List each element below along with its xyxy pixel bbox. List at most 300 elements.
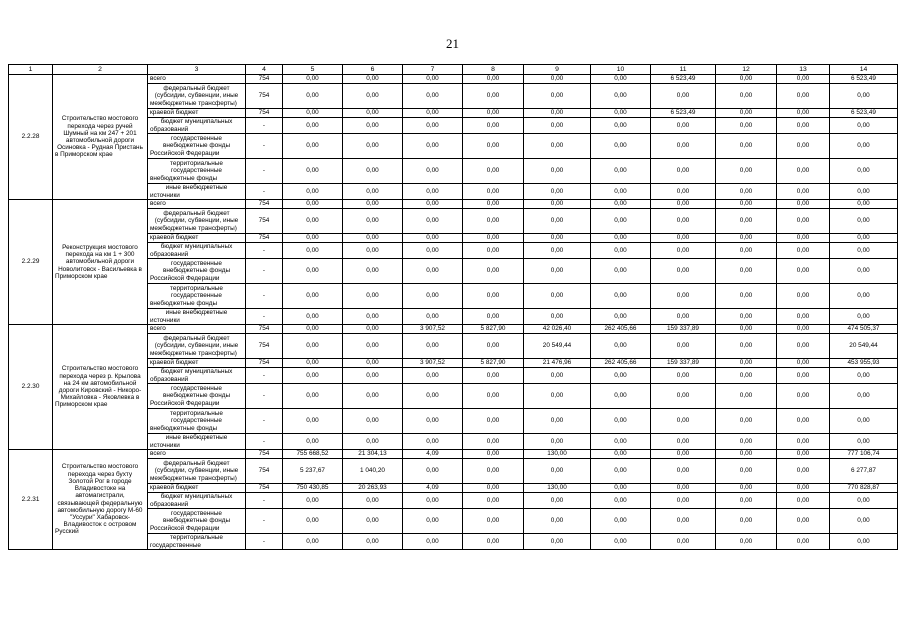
- value-cell: 0,00: [591, 484, 651, 493]
- value-cell: 0,00: [716, 309, 777, 325]
- value-cell: 3 907,52: [403, 325, 463, 334]
- value-cell: 0,00: [716, 209, 777, 234]
- value-cell: 0,00: [463, 309, 524, 325]
- value-cell: 159 337,89: [651, 325, 716, 334]
- value-cell: 0,00: [403, 184, 463, 200]
- grbs-code: -: [246, 134, 283, 159]
- value-cell: 0,00: [403, 409, 463, 434]
- value-cell: 0,00: [651, 509, 716, 534]
- value-cell: 0,00: [777, 259, 830, 284]
- value-cell: 0,00: [777, 493, 830, 509]
- funding-source: краевой бюджет: [148, 484, 246, 493]
- value-cell: 20 263,93: [343, 484, 403, 493]
- grbs-code: -: [246, 309, 283, 325]
- column-number: 3: [148, 65, 246, 75]
- value-cell: 0,00: [343, 409, 403, 434]
- total-value-cell: 20 549,44: [830, 334, 898, 359]
- total-value-cell: 0,00: [830, 368, 898, 384]
- value-cell: 0,00: [463, 259, 524, 284]
- grbs-code: 754: [246, 334, 283, 359]
- grbs-code: 754: [246, 75, 283, 84]
- value-cell: 262 405,66: [591, 325, 651, 334]
- value-cell: 130,00: [524, 450, 591, 459]
- value-cell: 0,00: [463, 484, 524, 493]
- value-cell: 0,00: [343, 134, 403, 159]
- column-number: 7: [403, 65, 463, 75]
- value-cell: 0,00: [283, 434, 343, 450]
- grbs-code: -: [246, 493, 283, 509]
- value-cell: 0,00: [591, 259, 651, 284]
- value-cell: 0,00: [651, 368, 716, 384]
- value-cell: 0,00: [777, 325, 830, 334]
- value-cell: 0,00: [651, 534, 716, 550]
- funding-source: бюджет муниципальных образований: [148, 368, 246, 384]
- value-cell: 0,00: [777, 209, 830, 234]
- value-cell: 0,00: [403, 75, 463, 84]
- value-cell: 0,00: [343, 334, 403, 359]
- value-cell: 0,00: [777, 459, 830, 484]
- value-cell: 0,00: [463, 284, 524, 309]
- value-cell: 0,00: [343, 184, 403, 200]
- total-value-cell: 0,00: [830, 234, 898, 243]
- value-cell: 0,00: [524, 534, 591, 550]
- funding-source: федеральный бюджет (субсидии, субвенции, иные межбюджетные трансферты): [148, 209, 246, 234]
- column-number: 12: [716, 65, 777, 75]
- value-cell: 0,00: [651, 234, 716, 243]
- table-row: [9, 325, 898, 334]
- value-cell: 0,00: [463, 534, 524, 550]
- funding-source: федеральный бюджет (субсидии, субвенции, иные межбюджетные трансферты): [148, 334, 246, 359]
- value-cell: 0,00: [777, 334, 830, 359]
- total-value-cell: 0,00: [830, 134, 898, 159]
- value-cell: 1 040,20: [343, 459, 403, 484]
- item-code: 2.2.31: [9, 450, 53, 550]
- total-value-cell: 474 505,37: [830, 325, 898, 334]
- value-cell: 0,00: [283, 368, 343, 384]
- value-cell: 0,00: [283, 334, 343, 359]
- funding-source: бюджет муниципальных образований: [148, 118, 246, 134]
- item-code: 2.2.28: [9, 75, 53, 200]
- value-cell: 0,00: [343, 234, 403, 243]
- value-cell: 0,00: [591, 450, 651, 459]
- value-cell: 0,00: [777, 284, 830, 309]
- value-cell: 0,00: [463, 334, 524, 359]
- value-cell: 0,00: [403, 509, 463, 534]
- column-number: 4: [246, 65, 283, 75]
- table-row: [9, 200, 898, 209]
- value-cell: 0,00: [777, 534, 830, 550]
- value-cell: 0,00: [343, 84, 403, 109]
- value-cell: 0,00: [524, 493, 591, 509]
- grbs-code: 754: [246, 450, 283, 459]
- funding-source: всего: [148, 325, 246, 334]
- value-cell: 0,00: [591, 368, 651, 384]
- grbs-code: 754: [246, 234, 283, 243]
- value-cell: 20 549,44: [524, 334, 591, 359]
- value-cell: 0,00: [716, 118, 777, 134]
- value-cell: 0,00: [777, 75, 830, 84]
- value-cell: 0,00: [591, 234, 651, 243]
- value-cell: 0,00: [716, 450, 777, 459]
- value-cell: 0,00: [777, 309, 830, 325]
- grbs-code: -: [246, 534, 283, 550]
- column-number: 1: [9, 65, 53, 75]
- total-value-cell: 0,00: [830, 259, 898, 284]
- grbs-code: -: [246, 118, 283, 134]
- value-cell: 0,00: [403, 243, 463, 259]
- value-cell: 0,00: [651, 434, 716, 450]
- value-cell: 0,00: [463, 234, 524, 243]
- value-cell: 0,00: [524, 184, 591, 200]
- value-cell: 0,00: [343, 159, 403, 184]
- value-cell: 0,00: [716, 184, 777, 200]
- value-cell: 0,00: [283, 259, 343, 284]
- value-cell: 0,00: [651, 450, 716, 459]
- value-cell: 0,00: [651, 459, 716, 484]
- value-cell: 0,00: [403, 284, 463, 309]
- grbs-code: 754: [246, 209, 283, 234]
- value-cell: 0,00: [524, 384, 591, 409]
- value-cell: 0,00: [343, 434, 403, 450]
- total-value-cell: 6 523,49: [830, 109, 898, 118]
- grbs-code: 754: [246, 84, 283, 109]
- column-number: 13: [777, 65, 830, 75]
- value-cell: 0,00: [777, 450, 830, 459]
- total-value-cell: 0,00: [830, 209, 898, 234]
- funding-source: всего: [148, 75, 246, 84]
- value-cell: 0,00: [524, 259, 591, 284]
- funding-source: территориальные государственные внебюджетные фонды: [148, 284, 246, 309]
- value-cell: 0,00: [403, 109, 463, 118]
- total-value-cell: 0,00: [830, 509, 898, 534]
- value-cell: 0,00: [591, 184, 651, 200]
- value-cell: 0,00: [777, 109, 830, 118]
- value-cell: 0,00: [524, 134, 591, 159]
- value-cell: 0,00: [524, 109, 591, 118]
- value-cell: 0,00: [524, 209, 591, 234]
- value-cell: 0,00: [524, 234, 591, 243]
- value-cell: 0,00: [283, 234, 343, 243]
- value-cell: 0,00: [524, 84, 591, 109]
- value-cell: 0,00: [283, 134, 343, 159]
- item-title: Строительство мостового перехода через р. Крылова на 24 км автомобильной дороги Кировский - Никоро-Михайловка - Яковлевка в Приморском крае: [53, 325, 148, 450]
- value-cell: 0,00: [777, 84, 830, 109]
- value-cell: 0,00: [716, 75, 777, 84]
- value-cell: 0,00: [463, 384, 524, 409]
- value-cell: 5 827,90: [463, 325, 524, 334]
- value-cell: 0,00: [524, 75, 591, 84]
- value-cell: 159 337,89: [651, 359, 716, 368]
- total-value-cell: 0,00: [830, 243, 898, 259]
- value-cell: 0,00: [463, 409, 524, 434]
- value-cell: 0,00: [591, 284, 651, 309]
- value-cell: 0,00: [463, 450, 524, 459]
- value-cell: 755 668,52: [283, 450, 343, 459]
- value-cell: 0,00: [463, 134, 524, 159]
- value-cell: 0,00: [524, 200, 591, 209]
- value-cell: 0,00: [524, 434, 591, 450]
- column-number: 10: [591, 65, 651, 75]
- value-cell: 0,00: [403, 200, 463, 209]
- total-value-cell: 453 955,93: [830, 359, 898, 368]
- value-cell: 0,00: [716, 368, 777, 384]
- value-cell: 0,00: [403, 493, 463, 509]
- value-cell: 0,00: [283, 284, 343, 309]
- value-cell: 0,00: [403, 459, 463, 484]
- value-cell: 0,00: [716, 459, 777, 484]
- item-code: 2.2.30: [9, 325, 53, 450]
- value-cell: 0,00: [343, 384, 403, 409]
- column-number: 2: [53, 65, 148, 75]
- value-cell: 0,00: [463, 118, 524, 134]
- value-cell: 0,00: [403, 234, 463, 243]
- funding-source: иные внебюджетные источники: [148, 309, 246, 325]
- value-cell: 6 523,49: [651, 75, 716, 84]
- value-cell: 0,00: [651, 200, 716, 209]
- total-value-cell: 0,00: [830, 384, 898, 409]
- funding-source: бюджет муниципальных образований: [148, 243, 246, 259]
- value-cell: 0,00: [716, 359, 777, 368]
- value-cell: 0,00: [591, 334, 651, 359]
- total-value-cell: 0,00: [830, 284, 898, 309]
- value-cell: 0,00: [777, 118, 830, 134]
- grbs-code: -: [246, 384, 283, 409]
- value-cell: 0,00: [716, 259, 777, 284]
- value-cell: 0,00: [403, 368, 463, 384]
- value-cell: 0,00: [716, 159, 777, 184]
- value-cell: 5 827,90: [463, 359, 524, 368]
- grbs-code: -: [246, 159, 283, 184]
- total-value-cell: 770 828,87: [830, 484, 898, 493]
- value-cell: 0,00: [403, 209, 463, 234]
- grbs-code: 754: [246, 109, 283, 118]
- funding-source: государственные внебюджетные фонды Российской Федерации: [148, 259, 246, 284]
- value-cell: 0,00: [283, 159, 343, 184]
- value-cell: 0,00: [716, 493, 777, 509]
- value-cell: 130,00: [524, 484, 591, 493]
- value-cell: 0,00: [777, 484, 830, 493]
- value-cell: 0,00: [403, 159, 463, 184]
- grbs-code: -: [246, 259, 283, 284]
- value-cell: 0,00: [343, 118, 403, 134]
- value-cell: 0,00: [651, 118, 716, 134]
- value-cell: 0,00: [651, 493, 716, 509]
- funding-source: всего: [148, 450, 246, 459]
- value-cell: 0,00: [777, 134, 830, 159]
- value-cell: 0,00: [403, 309, 463, 325]
- value-cell: 3 907,52: [403, 359, 463, 368]
- value-cell: 0,00: [591, 75, 651, 84]
- value-cell: 4,09: [403, 450, 463, 459]
- funding-source: федеральный бюджет (субсидии, субвенции, иные межбюджетные трансферты): [148, 459, 246, 484]
- value-cell: 0,00: [403, 434, 463, 450]
- total-value-cell: 0,00: [830, 409, 898, 434]
- value-cell: 0,00: [403, 118, 463, 134]
- value-cell: 0,00: [283, 534, 343, 550]
- value-cell: 0,00: [283, 109, 343, 118]
- value-cell: 0,00: [591, 434, 651, 450]
- total-value-cell: 0,00: [830, 534, 898, 550]
- value-cell: 0,00: [777, 184, 830, 200]
- value-cell: 0,00: [524, 159, 591, 184]
- value-cell: 0,00: [651, 284, 716, 309]
- value-cell: 0,00: [343, 359, 403, 368]
- value-cell: 0,00: [283, 309, 343, 325]
- column-number: 14: [830, 65, 898, 75]
- value-cell: 0,00: [463, 434, 524, 450]
- value-cell: 0,00: [591, 118, 651, 134]
- value-cell: 0,00: [463, 209, 524, 234]
- value-cell: 4,09: [403, 484, 463, 493]
- column-number: 6: [343, 65, 403, 75]
- value-cell: 0,00: [591, 509, 651, 534]
- value-cell: 0,00: [463, 368, 524, 384]
- value-cell: 0,00: [716, 200, 777, 209]
- grbs-code: -: [246, 184, 283, 200]
- value-cell: 0,00: [716, 84, 777, 109]
- value-cell: 0,00: [283, 384, 343, 409]
- value-cell: 0,00: [716, 325, 777, 334]
- value-cell: 42 026,40: [524, 325, 591, 334]
- value-cell: 0,00: [777, 409, 830, 434]
- value-cell: 0,00: [283, 359, 343, 368]
- value-cell: 0,00: [716, 484, 777, 493]
- value-cell: 0,00: [716, 434, 777, 450]
- value-cell: 0,00: [403, 259, 463, 284]
- value-cell: 0,00: [283, 509, 343, 534]
- value-cell: 0,00: [777, 234, 830, 243]
- value-cell: 0,00: [343, 75, 403, 84]
- value-cell: 0,00: [591, 134, 651, 159]
- funding-source: краевой бюджет: [148, 359, 246, 368]
- value-cell: 5 237,67: [283, 459, 343, 484]
- value-cell: 0,00: [463, 84, 524, 109]
- value-cell: 0,00: [283, 84, 343, 109]
- value-cell: 0,00: [777, 243, 830, 259]
- table-row: [9, 450, 898, 459]
- value-cell: 0,00: [343, 243, 403, 259]
- value-cell: 0,00: [343, 259, 403, 284]
- value-cell: 0,00: [283, 325, 343, 334]
- value-cell: 0,00: [591, 534, 651, 550]
- funding-source: иные внебюджетные источники: [148, 434, 246, 450]
- value-cell: 0,00: [343, 200, 403, 209]
- value-cell: 0,00: [463, 184, 524, 200]
- budget-table: [8, 64, 898, 550]
- grbs-code: -: [246, 409, 283, 434]
- value-cell: 0,00: [463, 509, 524, 534]
- value-cell: 0,00: [524, 309, 591, 325]
- grbs-code: 754: [246, 484, 283, 493]
- value-cell: 0,00: [716, 334, 777, 359]
- total-value-cell: 0,00: [830, 118, 898, 134]
- grbs-code: -: [246, 434, 283, 450]
- grbs-code: -: [246, 509, 283, 534]
- total-value-cell: 0,00: [830, 184, 898, 200]
- value-cell: 0,00: [283, 243, 343, 259]
- column-number: 8: [463, 65, 524, 75]
- item-code: 2.2.29: [9, 200, 53, 325]
- value-cell: 0,00: [651, 384, 716, 409]
- value-cell: 0,00: [777, 368, 830, 384]
- column-number: 11: [651, 65, 716, 75]
- value-cell: 0,00: [343, 509, 403, 534]
- total-value-cell: 0,00: [830, 159, 898, 184]
- total-value-cell: 0,00: [830, 200, 898, 209]
- total-value-cell: 777 106,74: [830, 450, 898, 459]
- total-value-cell: 6 277,87: [830, 459, 898, 484]
- value-cell: 0,00: [524, 409, 591, 434]
- value-cell: 0,00: [777, 359, 830, 368]
- column-number-row: [9, 65, 898, 75]
- value-cell: 0,00: [463, 243, 524, 259]
- value-cell: 21 476,96: [524, 359, 591, 368]
- value-cell: 0,00: [343, 309, 403, 325]
- value-cell: 0,00: [777, 200, 830, 209]
- value-cell: 0,00: [283, 75, 343, 84]
- value-cell: 0,00: [463, 75, 524, 84]
- value-cell: 0,00: [524, 243, 591, 259]
- funding-source: территориальные государственные внебюджетные фонды: [148, 159, 246, 184]
- value-cell: 0,00: [463, 109, 524, 118]
- value-cell: 0,00: [591, 159, 651, 184]
- value-cell: 0,00: [463, 200, 524, 209]
- total-value-cell: 0,00: [830, 84, 898, 109]
- total-value-cell: 0,00: [830, 434, 898, 450]
- value-cell: 0,00: [651, 84, 716, 109]
- value-cell: 0,00: [591, 109, 651, 118]
- value-cell: 0,00: [463, 459, 524, 484]
- funding-source: государственные внебюджетные фонды Российской Федерации: [148, 384, 246, 409]
- value-cell: 21 304,13: [343, 450, 403, 459]
- funding-source: государственные внебюджетные фонды Российской Федерации: [148, 134, 246, 159]
- value-cell: 0,00: [463, 493, 524, 509]
- value-cell: 0,00: [403, 534, 463, 550]
- funding-source: всего: [148, 200, 246, 209]
- value-cell: 0,00: [716, 509, 777, 534]
- value-cell: 0,00: [524, 368, 591, 384]
- value-cell: 0,00: [591, 200, 651, 209]
- grbs-code: 754: [246, 459, 283, 484]
- value-cell: 0,00: [524, 118, 591, 134]
- value-cell: 0,00: [403, 134, 463, 159]
- value-cell: 0,00: [651, 259, 716, 284]
- total-value-cell: 0,00: [830, 309, 898, 325]
- value-cell: 0,00: [463, 159, 524, 184]
- value-cell: 0,00: [283, 493, 343, 509]
- item-title: Строительство мостового перехода через бухту Золотой Рог в городе Владивостоке на автомагистрали, связывающей федеральную автомобильную дорогу М-60 "Уссури" Хабаровск-Владивосток с островом Русский: [53, 450, 148, 550]
- value-cell: 0,00: [716, 109, 777, 118]
- item-title: Реконструкция мостового перехода на км 1 + 300 автомобильной дороги Новолитовск - Васильевка в Приморском крае: [53, 200, 148, 325]
- value-cell: 6 523,49: [651, 109, 716, 118]
- value-cell: 0,00: [591, 459, 651, 484]
- value-cell: 0,00: [343, 109, 403, 118]
- page-number: 21: [446, 36, 459, 51]
- value-cell: 0,00: [591, 384, 651, 409]
- value-cell: 0,00: [591, 493, 651, 509]
- value-cell: 0,00: [524, 459, 591, 484]
- funding-source: территориальные государственные: [148, 534, 246, 550]
- value-cell: 0,00: [343, 368, 403, 384]
- value-cell: 0,00: [651, 334, 716, 359]
- grbs-code: -: [246, 368, 283, 384]
- value-cell: 0,00: [651, 209, 716, 234]
- value-cell: 0,00: [283, 200, 343, 209]
- value-cell: 0,00: [651, 409, 716, 434]
- funding-source: бюджет муниципальных образований: [148, 493, 246, 509]
- funding-source: территориальные государственные внебюджетные фонды: [148, 409, 246, 434]
- value-cell: 0,00: [716, 409, 777, 434]
